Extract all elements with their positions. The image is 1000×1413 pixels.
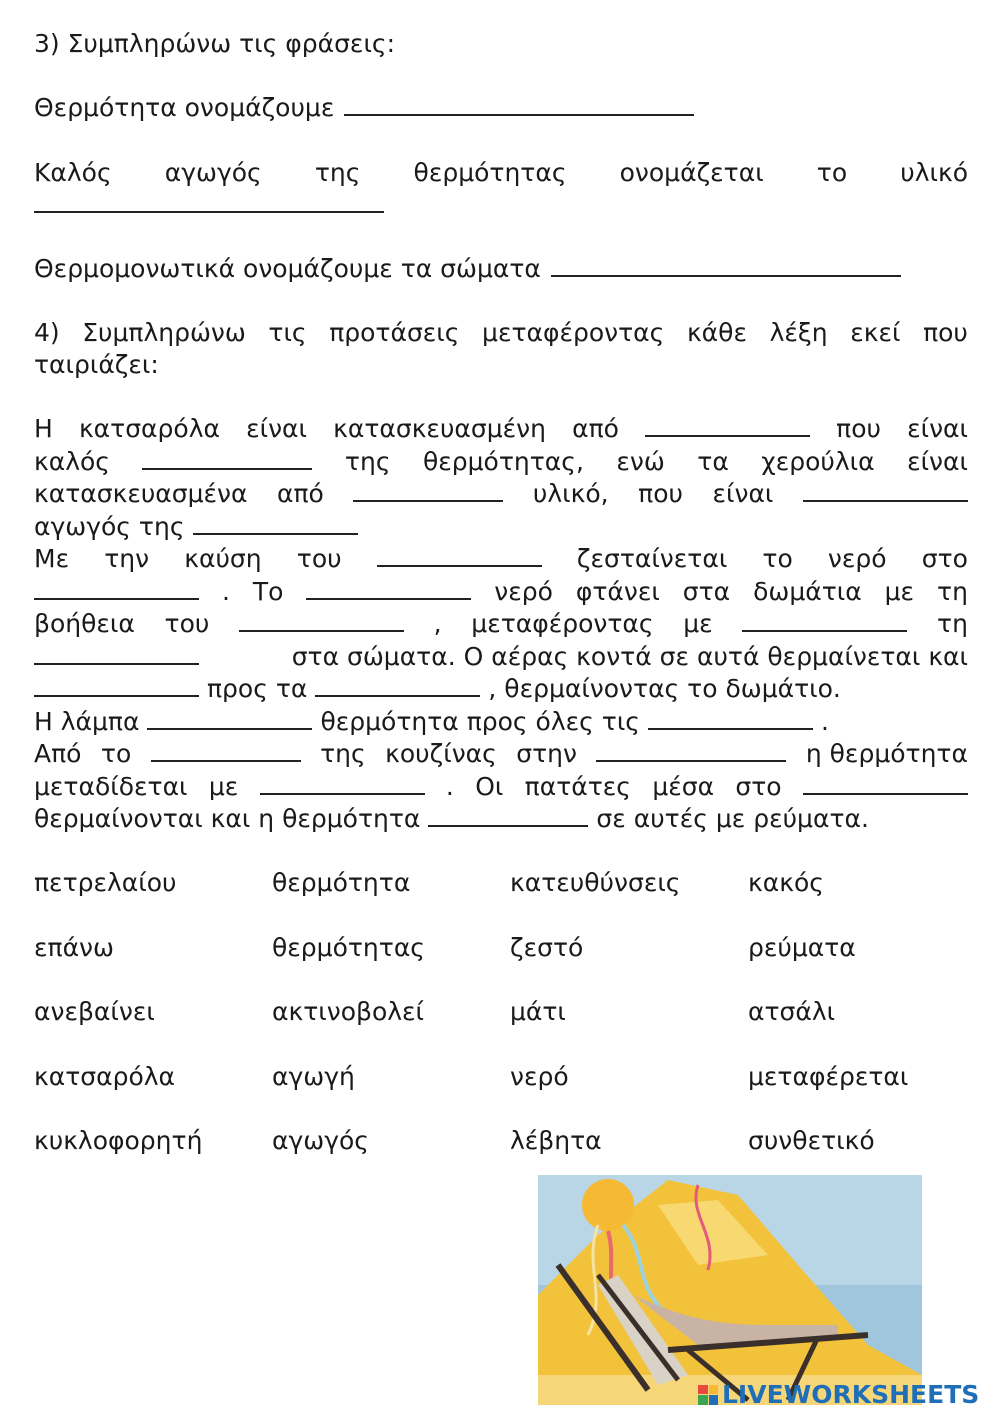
paragraph-line [34, 511, 968, 544]
word-bank-item[interactable]: νερό [510, 1061, 569, 1091]
liveworksheets-logo [698, 1380, 979, 1409]
paragraph-word: μέσα [652, 771, 715, 801]
word-bank-row [34, 997, 968, 1062]
exercise4-paragraph [34, 413, 968, 836]
paragraph-word: με [884, 576, 915, 606]
paragraph-line [34, 608, 968, 641]
answer-blank[interactable] [551, 255, 901, 277]
paragraph-word: ζεσταίνεται [576, 544, 728, 573]
answer-blank[interactable] [344, 94, 694, 116]
paragraph-word: δωμάτια [753, 576, 862, 606]
paragraph-line [34, 478, 968, 511]
heading-word: τις [268, 318, 307, 347]
answer-blank[interactable] [34, 643, 199, 665]
answer-blank[interactable] [239, 610, 404, 632]
paragraph-word: σε αυτές με ρεύματα. [596, 804, 869, 833]
heading-word: μεταφέροντας [482, 318, 665, 347]
paragraph-word: θερμαίνονται και η θερμότητα [34, 804, 421, 833]
answer-blank[interactable] [142, 448, 312, 470]
heading-word: που [923, 318, 968, 347]
paragraph-word: είναι [712, 479, 774, 508]
paragraph-word: κατασκευασμένη [333, 414, 546, 443]
exercise3-sentence-2-blank-line [34, 189, 968, 221]
paragraph-word: που [836, 414, 881, 443]
paragraph-line [34, 706, 968, 739]
word-bank-item[interactable]: συνθετικό [748, 1126, 875, 1155]
answer-blank[interactable] [34, 578, 199, 600]
sentence-word: της [314, 158, 361, 187]
exercise3-sentence-2 [34, 157, 968, 189]
paragraph-word: είναι [246, 414, 307, 443]
exercise3-heading: 3) Συμπληρώνω τις φράσεις: [34, 29, 395, 58]
sentence-word: Καλός [34, 158, 112, 187]
paragraph-line [34, 446, 968, 479]
answer-blank[interactable] [648, 708, 813, 730]
paragraph-word: από [572, 414, 619, 443]
sentence-word: θερμότητας [413, 158, 567, 187]
paragraph-word: . [445, 771, 454, 801]
heading-word: εκεί [850, 318, 901, 347]
paragraph-word: χερούλια [761, 446, 875, 476]
paragraph-word: στα [682, 576, 731, 606]
heading-word: 4) [34, 318, 60, 347]
paragraph-word: με [208, 771, 239, 801]
paragraph-word: βοήθεια [34, 609, 135, 638]
word-bank-item[interactable]: αγωγός [272, 1126, 369, 1155]
answer-blank[interactable] [803, 480, 968, 502]
paragraph-line [34, 673, 968, 706]
sentence-text: Θερμομονωτικά ονομάζουμε τα σώματα [34, 254, 541, 283]
sentence-word: αγωγός [164, 158, 262, 187]
paragraph-word: , θερμαίνοντας το δωμάτιο. [488, 674, 841, 703]
word-bank-item[interactable]: κυκλοφορητή [34, 1126, 203, 1155]
word-bank-item[interactable]: κατσαρόλα [34, 1061, 176, 1091]
answer-blank[interactable] [315, 675, 480, 697]
heading-word: Συμπληρώνω [82, 318, 246, 347]
paragraph-word: κατασκευασμένα [34, 479, 248, 508]
sentence-text: Θερμότητα ονομάζουμε [34, 93, 335, 122]
word-bank [34, 868, 968, 1191]
word-bank-item[interactable]: επάνω [34, 932, 114, 962]
word-bank-item[interactable]: κακός [748, 868, 824, 897]
paragraph-word: του [296, 544, 342, 573]
word-bank-row [34, 868, 968, 933]
paragraph-word: προς τα [207, 674, 308, 703]
exercise3-sentence-1 [34, 92, 968, 124]
word-bank-item[interactable]: ακτινοβολεί [272, 997, 425, 1026]
paragraph-word: της [320, 739, 366, 768]
word-bank-item[interactable]: ατσάλι [748, 997, 836, 1026]
answer-blank[interactable] [377, 545, 542, 567]
paragraph-word: Το [252, 576, 284, 606]
paragraph-word: της [344, 446, 391, 476]
answer-blank[interactable] [803, 773, 968, 795]
paragraph-word: τα [697, 446, 729, 476]
word-bank-item[interactable]: μάτι [510, 997, 566, 1026]
paragraph-word: από [277, 479, 324, 508]
answer-blank[interactable] [306, 578, 471, 600]
paragraph-word: . [820, 706, 829, 736]
paragraph-word: είναι [907, 446, 968, 476]
answer-blank[interactable] [34, 675, 199, 697]
paragraph-word: μεταδίδεται [34, 771, 188, 801]
word-bank-row [34, 933, 968, 998]
answer-blank[interactable] [151, 740, 301, 762]
paragraph-word: η θερμότητα [805, 739, 968, 768]
paragraph-word: Η [34, 414, 53, 443]
word-bank-item[interactable]: λέβητα [510, 1126, 602, 1155]
paragraph-word: νερό [494, 576, 553, 606]
word-bank-item[interactable]: θερμότητα [272, 868, 411, 897]
exercise4-heading [34, 317, 968, 349]
answer-blank[interactable] [353, 480, 503, 502]
word-bank-row [34, 1062, 968, 1127]
answer-blank[interactable] [147, 708, 312, 730]
paragraph-line [34, 543, 968, 576]
paragraph-word: στα σώματα. Ο αέρας κοντά σε αυτά θερμαίνεται και [291, 641, 968, 671]
paragraph-line [34, 738, 968, 771]
answer-blank[interactable] [34, 191, 384, 213]
heading-word: προτάσεις [329, 318, 460, 347]
paragraph-word: κατσαρόλα [78, 414, 220, 443]
heading-word: λέξη [769, 318, 828, 347]
word-bank-item[interactable]: ανεβαίνει [34, 997, 155, 1026]
paragraph-word: είναι [907, 414, 968, 443]
paragraph-word: τη [937, 576, 968, 606]
paragraph-line [34, 771, 968, 804]
paragraph-word: ενώ [616, 446, 665, 476]
exercise3-sentence-3 [34, 253, 968, 285]
paragraph-word: το [100, 739, 132, 768]
paragraph-word: την [104, 544, 150, 573]
paragraph-word: νερό [827, 544, 887, 573]
word-bank-item[interactable]: πετρελαίου [34, 868, 177, 897]
paragraph-word: καλός [34, 446, 110, 476]
worksheet-page [34, 28, 968, 836]
paragraph-word: . [221, 576, 230, 606]
answer-blank[interactable] [193, 513, 358, 535]
answer-blank[interactable] [645, 415, 810, 437]
paragraph-word: Η λάμπα [34, 706, 140, 736]
answer-blank[interactable] [428, 805, 588, 827]
paragraph-word: , [433, 609, 442, 638]
paragraph-word: υλικό, [532, 479, 609, 508]
sunbathing-illustration [538, 1175, 922, 1405]
heading-word: κάθε [686, 318, 747, 347]
paragraph-line [34, 413, 968, 446]
word-bank-item[interactable]: αγωγή [272, 1061, 355, 1091]
sentence-word: ονομάζεται [619, 158, 764, 187]
paragraph-word: πατάτες [524, 771, 631, 801]
paragraph-word: με [683, 609, 713, 638]
paragraph-word: Με [34, 544, 70, 573]
paragraph-line [34, 576, 968, 609]
paragraph-word: Οι [475, 771, 504, 801]
logo-icon [698, 1385, 718, 1405]
paragraph-word: το [762, 544, 793, 573]
answer-blank[interactable] [596, 740, 786, 762]
paragraph-word: Από [34, 739, 82, 768]
exercise4-heading-continued: ταιριάζει: [34, 350, 159, 379]
sentence-word: υλικό [900, 158, 968, 187]
paragraph-word: θερμότητας, [422, 446, 584, 476]
word-bank-item[interactable]: κατευθύνσεις [510, 868, 681, 897]
paragraph-word: στο [921, 544, 968, 573]
paragraph-word: μεταφέροντας [471, 609, 654, 638]
paragraph-word: καύση [184, 544, 262, 573]
paragraph-word: φτάνει [575, 576, 660, 606]
paragraph-line [34, 803, 968, 836]
paragraph-word: του [164, 609, 210, 638]
paragraph-word: στην [516, 739, 577, 768]
paragraph-word: τη [937, 609, 968, 638]
paragraph-word: κουζίνας [385, 739, 497, 768]
word-bank-item[interactable]: θερμότητας [272, 932, 425, 962]
paragraph-word: θερμότητα προς όλες τις [320, 706, 640, 736]
paragraph-line [34, 641, 968, 674]
word-bank-item[interactable]: ρεύματα [748, 932, 856, 962]
logo-text: LIVEWORKSHEETS [722, 1380, 980, 1409]
paragraph-word: στο [735, 771, 782, 801]
answer-blank[interactable] [742, 610, 907, 632]
answer-blank[interactable] [260, 773, 425, 795]
paragraph-word: που [638, 479, 683, 508]
sentence-word: το [816, 158, 848, 187]
word-bank-item[interactable]: ζεστό [510, 932, 584, 962]
word-bank-item[interactable]: μεταφέρεται [748, 1061, 909, 1091]
paragraph-word: αγωγός της [34, 511, 185, 541]
